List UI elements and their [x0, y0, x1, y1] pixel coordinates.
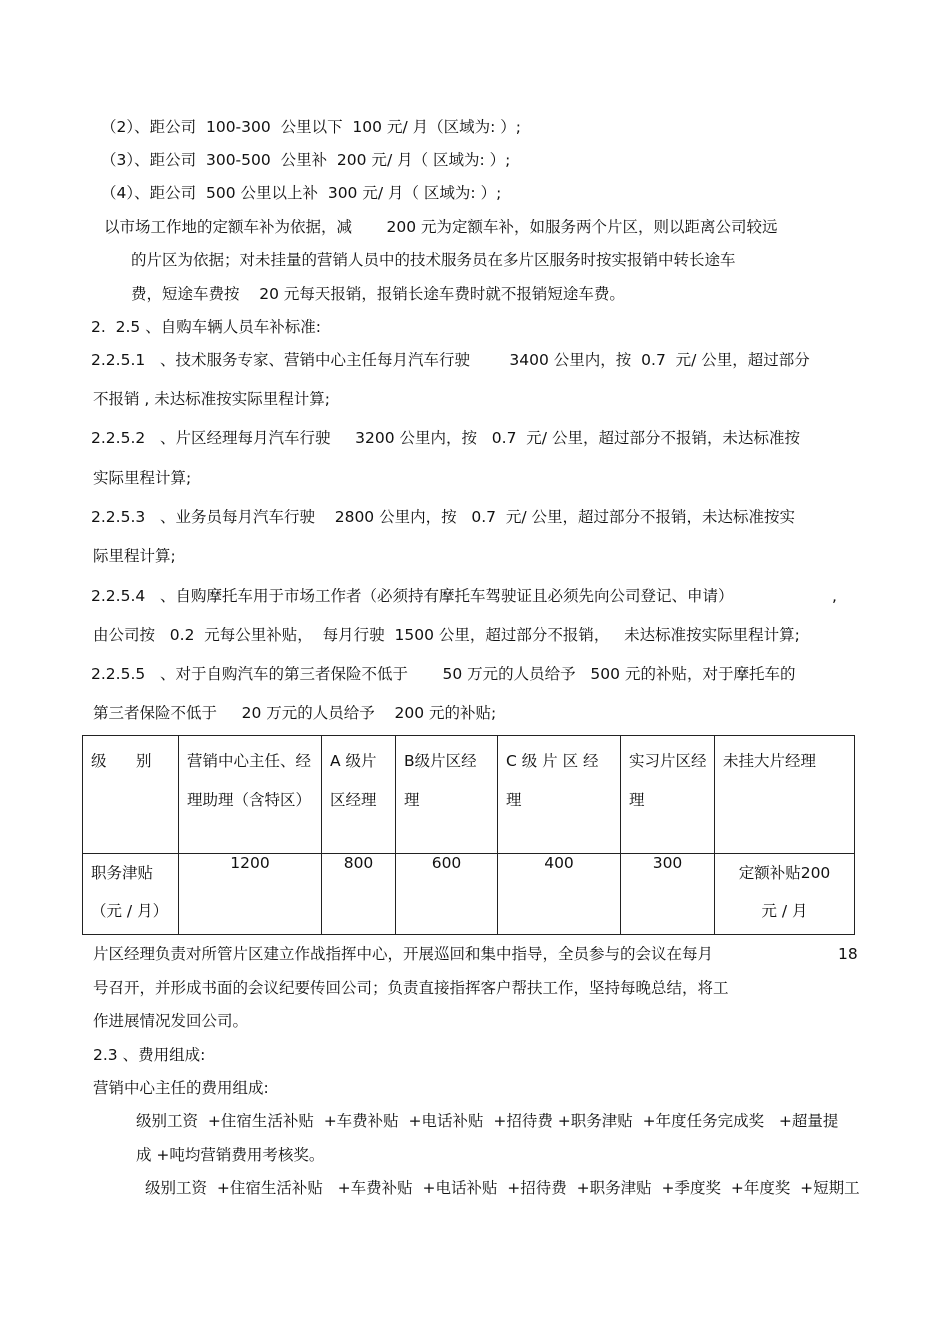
header-label: C 级 片 区 经理 [506, 752, 599, 809]
cell-value: 300 [652, 854, 683, 872]
header-label: 级 别 [91, 752, 152, 770]
cell-value: 400 [544, 854, 574, 872]
text-line: （4）、距公司 500 公里以上补 300 元/ 月（ 区域为: ）; [101, 184, 502, 202]
header-label: 营销中心主任、经理助理（含特区） [187, 752, 312, 809]
text-line: 第三者保险不低于 20 万元的人员给予 200 元的补贴; [93, 704, 497, 722]
text-line: 号召开，并形成书面的会议纪要传回公司；负责直接指挥客户帮扶工作，坚持每晚总结，将工 [93, 979, 729, 997]
section-heading: 2.3 、费用组成: [93, 1046, 206, 1064]
text-line: 级别工资 +住宿生活补贴 +车费补贴 +电话补贴 +招待费 +职务津贴 +年度任务完成奖 +超量提 [136, 1112, 839, 1130]
table-cell [498, 854, 621, 935]
text-line: 由公司按 0.2 元每公里补贴， 每月行驶 1500 公里，超过部分不报销， 未达标准按实际里程计算; [93, 626, 800, 644]
text-line: 的片区为依据；对未挂量的营销人员中的技术服务员在多片区服务时按实报销中转长途车 [131, 251, 736, 269]
text-line: 费，短途车费按 20 元每天报销，报销长途车费时就不报销短途车费。 [131, 285, 625, 303]
table-header-cell [179, 736, 322, 854]
header-label: 实习片区经理 [629, 752, 707, 809]
table-header-cell [498, 736, 621, 854]
text-line: （2）、距公司 100-300 公里以下 100 元/ 月（区域为: ）; [101, 118, 521, 136]
table-header-cell [396, 736, 498, 854]
table-cell [322, 854, 396, 935]
text-line: 营销中心主任的费用组成: [93, 1079, 269, 1097]
cell-value: 定额补贴200 元 / 月 [738, 864, 831, 920]
text-line: 2.2.5.2 、片区经理每月汽车行驶 3200 公里内，按 0.7 元/ 公里，超过部分不报销，未达标准按 [91, 429, 800, 447]
header-label: B级片区经理 [404, 752, 477, 809]
table-header-cell [322, 736, 396, 854]
table-cell [179, 854, 322, 935]
text-line: 成 +吨均营销费用考核奖。 [136, 1146, 325, 1164]
text-line: , [832, 587, 837, 605]
cell-value: 600 [431, 854, 462, 872]
text-line: 2.2.5.1 、技术服务专家、营销中心主任每月汽车行驶 3400 公里内，按 0.7 元/ 公里，超过部分 [91, 351, 810, 369]
text-line: （3）、距公司 300-500 公里补 200 元/ 月（ 区域为: ）; [101, 151, 511, 169]
table-row [83, 854, 855, 935]
table-header-row [83, 736, 855, 854]
allowance-table [82, 735, 855, 935]
text-line: 2.2.5.4 、自购摩托车用于市场工作者（必须持有摩托车驾驶证且必须先向公司登记、申请） [91, 587, 734, 605]
table-header-cell [83, 736, 179, 854]
text-line: 实际里程计算; [93, 469, 192, 487]
header-label: 未挂大片经理 [723, 752, 817, 770]
table-cell [83, 854, 179, 935]
cell-value: 1200 [230, 854, 270, 872]
text-line: 际里程计算; [93, 547, 176, 565]
header-label: A 级片区经理 [330, 752, 377, 809]
table-header-cell [621, 736, 715, 854]
text-line: 2.2.5.3 、业务员每月汽车行驶 2800 公里内，按 0.7 元/ 公里，超过部分不报销，未达标准按实 [91, 508, 796, 526]
text-line: 不报销 , 未达标准按实际里程计算; [93, 390, 331, 408]
table-cell [621, 854, 715, 935]
section-heading: 2. 2.5 、自购车辆人员车补标准: [91, 318, 321, 336]
text-line: 作进展情况发回公司。 [93, 1012, 249, 1030]
table-cell [396, 854, 498, 935]
table-header-cell [715, 736, 855, 854]
text-line: 片区经理负责对所管片区建立作战指挥中心，开展巡回和集中指导，全员参与的会议在每月 [93, 945, 714, 963]
table-cell [715, 854, 855, 935]
cell-value: 800 [343, 854, 374, 872]
text-line: 2.2.5.5 、对于自购汽车的第三者保险不低于 50 万元的人员给予 500 元的补贴，对于摩托车的 [91, 665, 796, 683]
text-line: 以市场工作地的定额车补为依据，减 200 元为定额车补，如服务两个片区，则以距离公司较远 [104, 218, 778, 236]
text-line: 18 [838, 945, 858, 963]
row-label: 职务津贴（元 / 月） [91, 864, 169, 920]
text-line: 级别工资 +住宿生活补贴 +车费补贴 +电话补贴 +招待费 +职务津贴 +季度奖 +年度奖 +短期工 [145, 1179, 860, 1197]
